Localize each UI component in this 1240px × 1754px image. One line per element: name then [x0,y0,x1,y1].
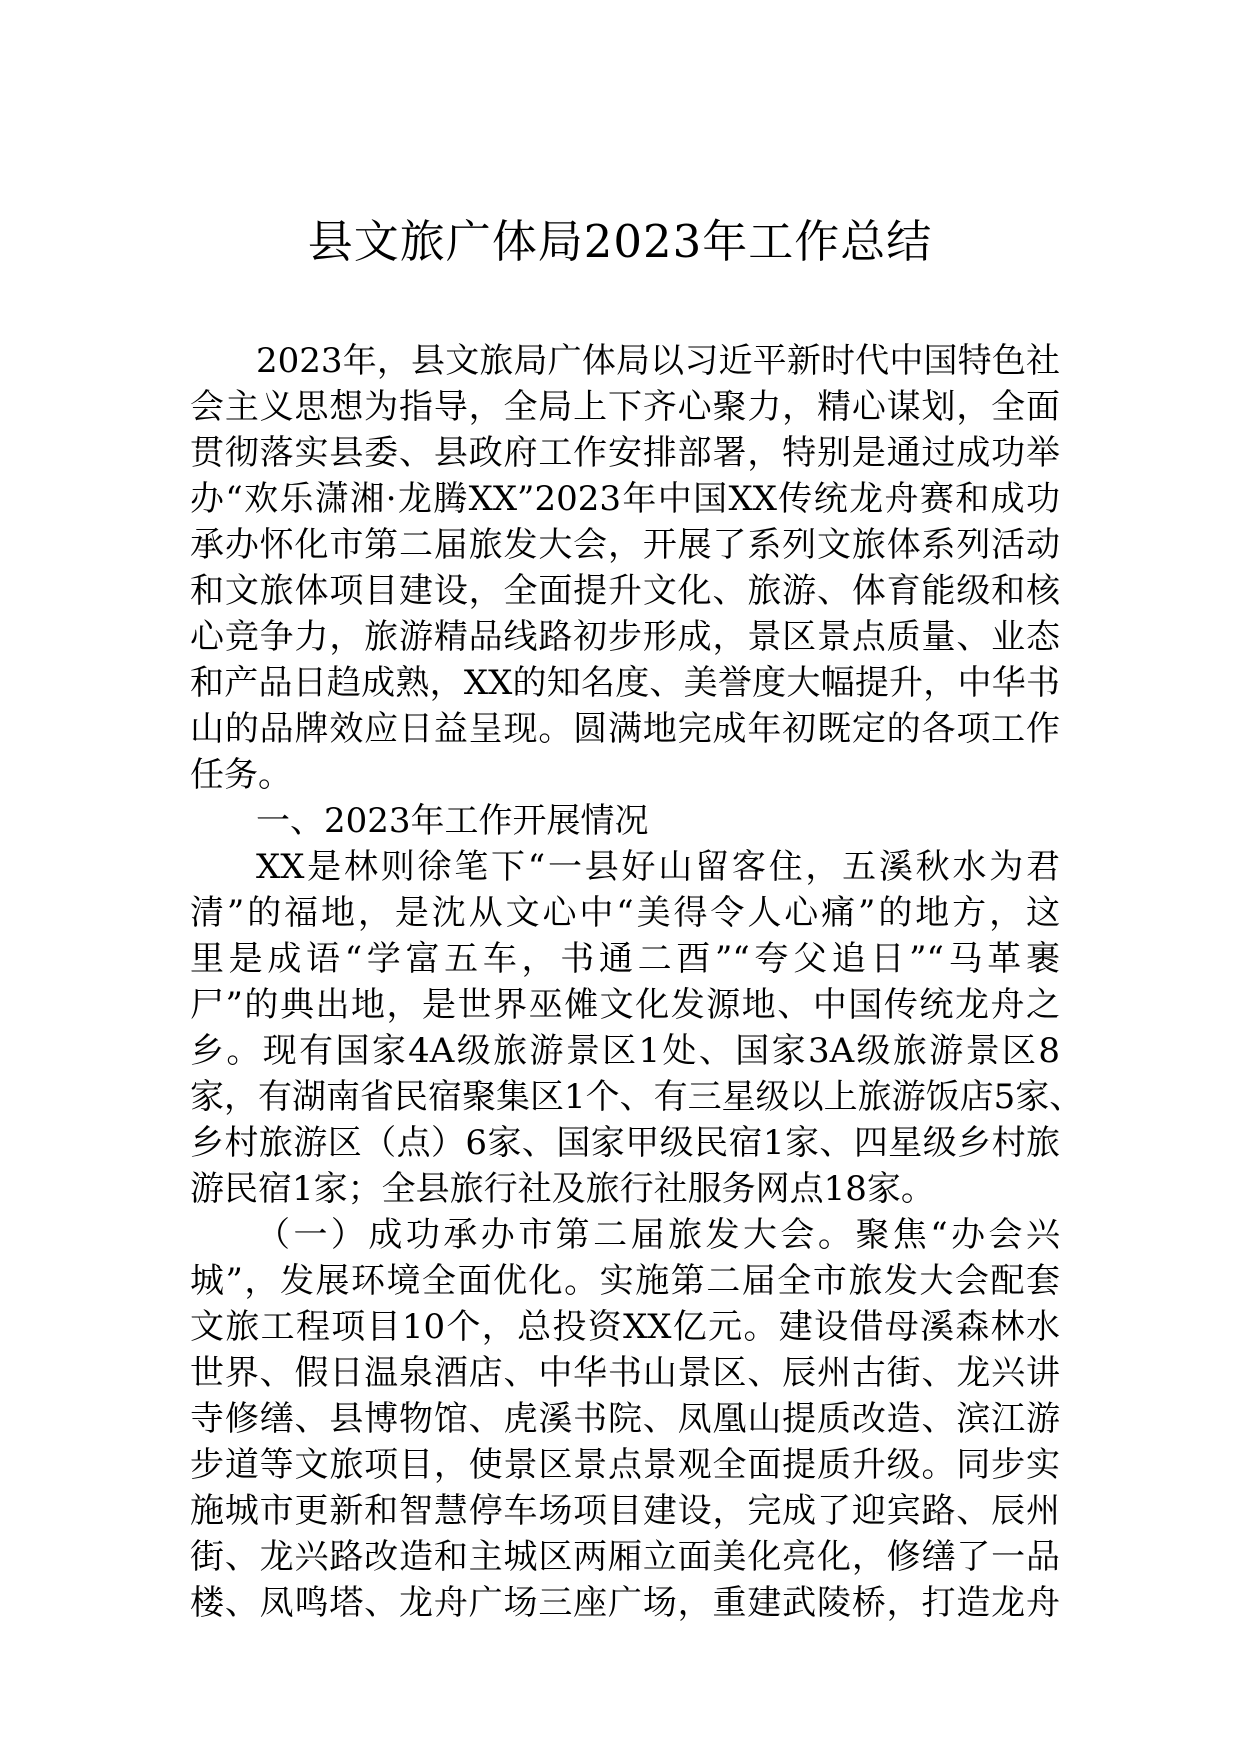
text-line: 寺修缮、县博物馆、虎溪书院、凤凰山提质改造、滨江游 [190,1399,1060,1439]
text-line: 承办怀化市第二届旅发大会，开展了系列文旅体系列活动 [190,525,1060,565]
text-line: 步道等文旅项目，使景区景点景观全面提质升级。同步实 [190,1445,1060,1485]
text-line: 世界、假日温泉酒店、中华书山景区、辰州古街、龙兴讲 [190,1353,1060,1393]
document-body [190,338,1084,1626]
text-line: 贯彻落实县委、县政府工作安排部署，特别是通过成功举 [190,433,1060,473]
text-line: 2023年，县文旅局广体局以习近平新时代中国特色社 [256,341,1060,381]
text-line: 文旅工程项目10个，总投资XX亿元。建设借母溪森林水 [190,1307,1060,1347]
text-line: 楼、凤鸣塔、龙舟广场三座广场，重建武陵桥，打造龙舟 [190,1583,1060,1623]
text-line: 办“欢乐潇湘·龙腾XX”2023年中国XX传统龙舟赛和成功 [190,479,1060,519]
subsection-line: （一）成功承办市第二届旅发大会。聚焦“办会兴 [256,1215,1060,1255]
text-line: 家，有湖南省民宿聚集区1个、有三星级以上旅游饭店5家、 [190,1077,1084,1117]
text-line: 游民宿1家；全县旅行社及旅行社服务网点18家。 [190,1169,935,1209]
text-line: 乡。现有国家4A级旅游景区1处、国家3A级旅游景区8 [190,1031,1060,1071]
text-line: 街、龙兴路改造和主城区两厢立面美化亮化，修缮了一品 [190,1537,1060,1577]
text-line: 心竞争力，旅游精品线路初步形成，景区景点质量、业态 [190,617,1060,657]
text-line: 城”，发展环境全面优化。实施第二届全市旅发大会配套 [190,1261,1060,1301]
section-heading: 一、2023年工作开展情况 [256,801,649,841]
text-line: 山的品牌效应日益呈现。圆满地完成年初既定的各项工作 [190,709,1060,749]
document-title: 县文旅广体局2023年工作总结 [307,215,933,268]
text-line: 清”的福地，是沈从文心中“美得令人心痛”的地方，这 [190,893,1060,933]
text-line: 会主义思想为指导，全局上下齐心聚力，精心谋划，全面 [190,387,1060,427]
text-line: 任务。 [190,755,292,795]
text-line: 和文旅体项目建设，全面提升文化、旅游、体育能级和核 [190,571,1060,611]
text-line: 和产品日趋成熟，XX的知名度、美誉度大幅提升，中华书 [190,663,1060,703]
text-line: 乡村旅游区（点）6家、国家甲级民宿1家、四星级乡村旅 [190,1123,1060,1163]
text-line: XX是林则徐笔下“一县好山留客住，五溪秋水为君 [256,847,1060,887]
text-line: 里是成语“学富五车，书通二酉”“夸父追日”“马革裹 [190,939,1060,979]
text-line: 尸”的典出地，是世界巫傩文化发源地、中国传统龙舟之 [190,985,1060,1025]
text-line: 施城市更新和智慧停车场项目建设，完成了迎宾路、辰州 [190,1491,1060,1531]
